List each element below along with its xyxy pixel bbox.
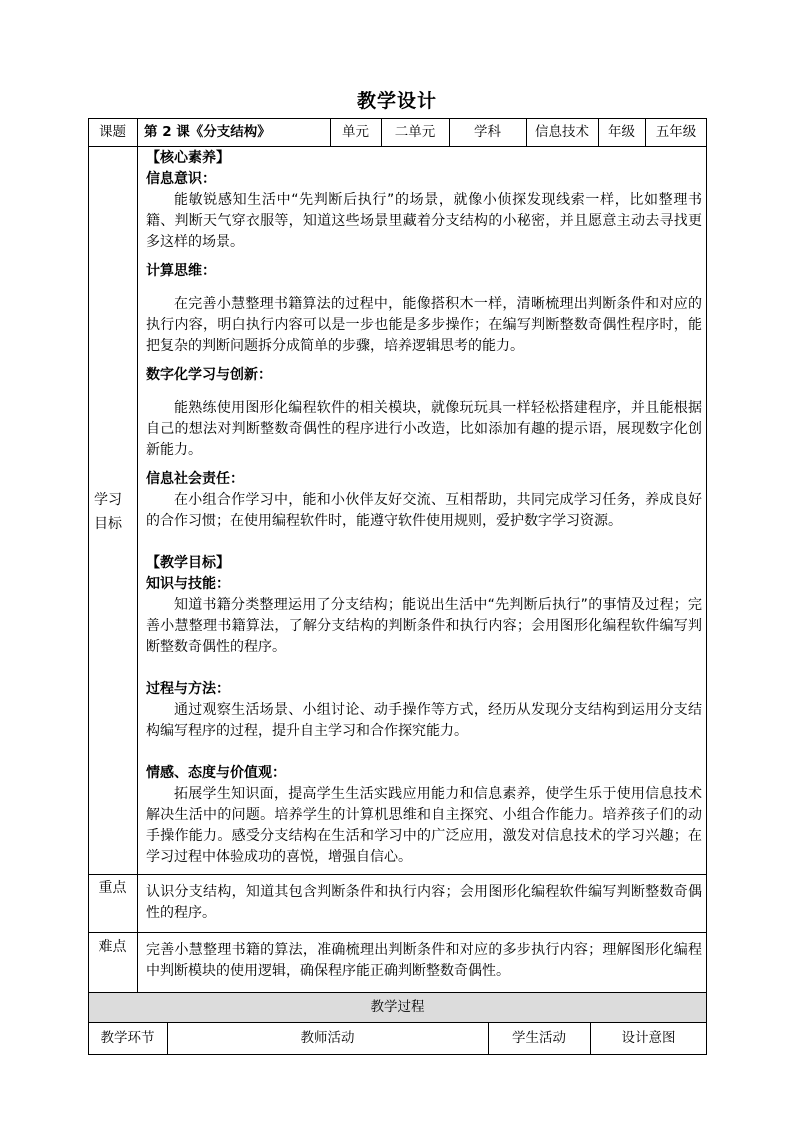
emotion-heading: 情感、态度与价值观：	[146, 765, 286, 781]
digital-text: 能熟练使用图形化编程软件的相关模块，就像玩玩具一样轻松搭建程序，并且能根据自己的想法对判断整数奇偶性的程序进行小改造，比如添加有趣的提示语，展现数字化创新能力。	[146, 400, 702, 458]
knowledge-heading: 知识与技能：	[146, 576, 230, 592]
teaching-heading: 【教学目标】	[146, 555, 230, 571]
process-text: 通过观察生活场景、小组讨论、动手操作等方式，经历从发现分支结构到运用分支结构编写程序的过程，提升自主学习和合作探究能力。	[146, 702, 702, 739]
divider	[88, 1022, 707, 1023]
unit-value: 二单元	[394, 124, 436, 140]
knowledge-text: 知道书籍分类整理运用了分支结构；能说出生活中“先判断后执行”的事情及过程；完善小慧整理书籍算法，了解分支结构的判断条件和执行内容；会用图形化编程软件编写判断整数奇偶性的程序。	[146, 597, 702, 655]
info-awareness-heading: 信息意识：	[146, 171, 216, 187]
divider	[88, 932, 707, 933]
computational-heading: 计算思维：	[146, 263, 216, 279]
core-heading: 【核心素养】	[146, 150, 230, 166]
course-label: 课题	[99, 124, 126, 140]
grade-value: 五年级	[655, 124, 697, 140]
col-header-student: 学生活动	[512, 1030, 566, 1046]
difficulty-label: 难点	[98, 939, 127, 955]
info-awareness-text: 能敏锐感知生活中“先判断后执行”的场景，就像小侦探发现线索一样，比如整理书籍、判断天气穿衣服等，知道这些场景里藏着分支结构的小秘密，并且愿意主动去寻找更多这样的场景。	[146, 192, 702, 250]
document-title: 教学设计	[356, 90, 437, 112]
col-header-teacher: 教师活动	[300, 1030, 355, 1046]
subject-value: 信息技术	[535, 124, 589, 140]
social-heading: 信息社会责任：	[146, 471, 244, 487]
social-text: 在小组合作学习中，能和小伙伴友好交流、互相帮助，共同完成学习任务，养成良好的合作习惯；在使用编程软件时，能遵守软件使用规则，爱护数字学习资源。	[146, 492, 702, 529]
unit-label: 单元	[342, 124, 369, 140]
col-header-stage: 教学环节	[100, 1030, 155, 1046]
process-title: 教学过程	[370, 999, 425, 1015]
subject-label: 学科	[474, 124, 501, 140]
grade-label: 年级	[608, 124, 635, 140]
computational-text: 在完善小慧整理书籍算法的过程中，能像搭积木一样，清晰梳理出判断条件和对应的执行内容，明白执行内容可以是一步也能是多步操作；在编写判断整数奇偶性程序时，能把复杂的判断问题拆分成简单的步骤，培养逻辑思考的能力。	[146, 296, 702, 354]
goals-content	[146, 148, 702, 868]
digital-heading: 数字化学习与创新：	[146, 367, 272, 383]
divider	[137, 118, 138, 992]
col-header-intent: 设计意图	[621, 1030, 676, 1046]
divider	[88, 874, 707, 875]
goals-label: 学习 目标	[94, 492, 122, 532]
course-value: 第 2 课《分支结构》	[144, 124, 271, 140]
key-point-text: 认识分支结构，知道其包含判断条件和执行内容；会用图形化编程软件编写判断整数奇偶性的程序。	[146, 884, 702, 921]
process-heading: 过程与方法：	[146, 681, 230, 697]
key-point-label: 重点	[98, 880, 127, 896]
emotion-text: 拓展学生知识面，提高学生生活实践应用能力和信息素养，使学生乐于使用信息技术解决生活中的问题。培养学生的计算机思维和自主探究、小组合作能力。培养孩子们的动手操作能力。感受分支结构在生活和学习中的广泛应用，激发对信息技术的学习兴趣；在学习过程中体验成功的喜悦，增强自信心。	[146, 786, 702, 865]
divider	[88, 146, 707, 147]
difficulty-text: 完善小慧整理书籍的算法，准确梳理出判断条件和对应的多步执行内容；理解图形化编程中判断模块的使用逻辑，确保程序能正确判断整数奇偶性。	[146, 942, 702, 979]
